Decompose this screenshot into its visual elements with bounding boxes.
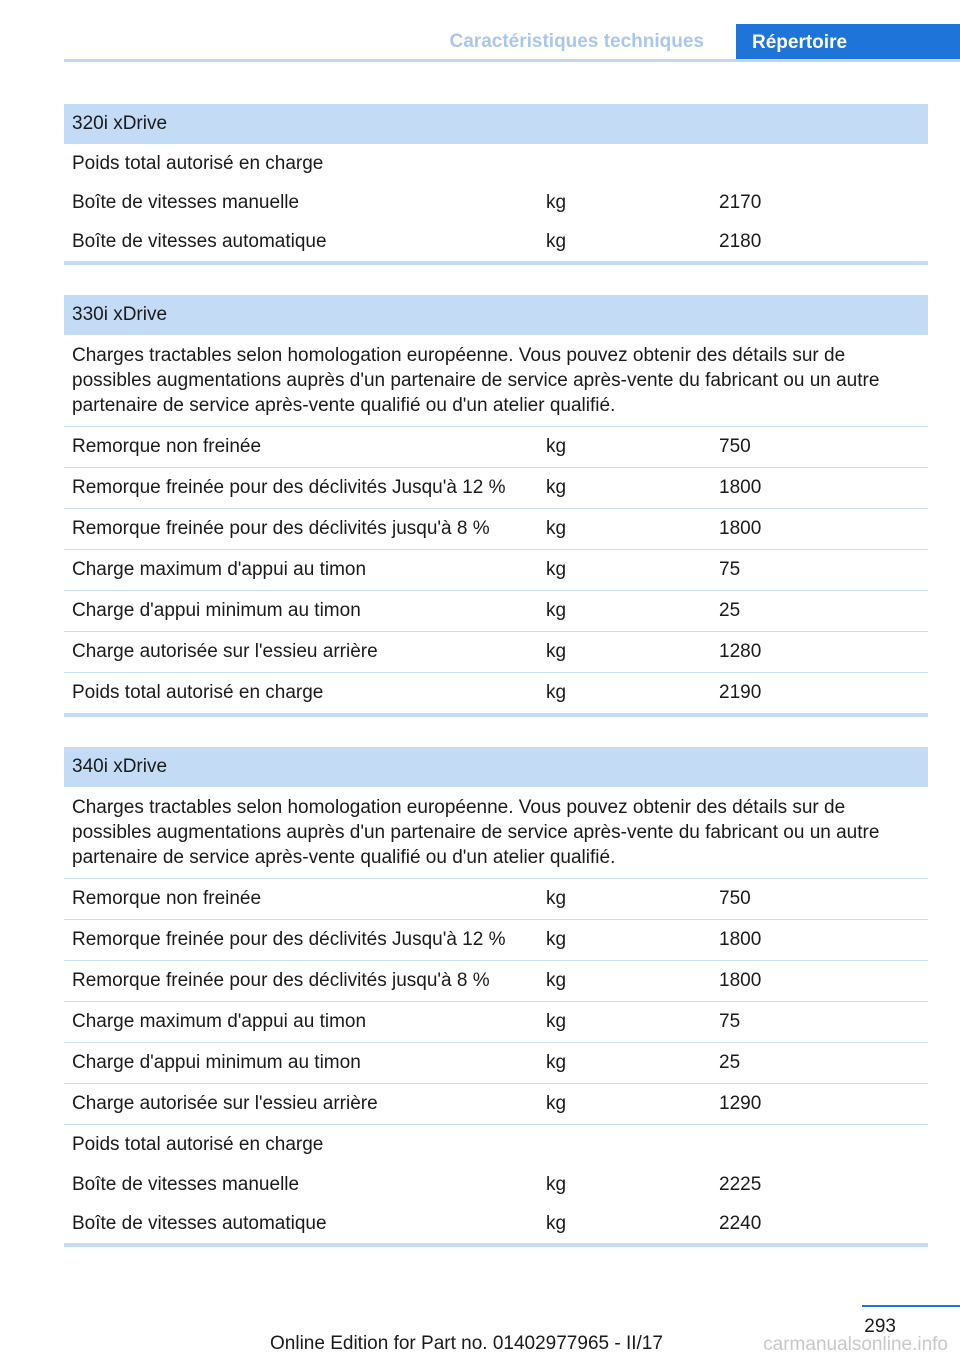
model-name: 320i xDrive xyxy=(64,104,928,144)
row-label: Remorque freinée pour des déclivités jusqu'à 8 % xyxy=(64,961,538,1002)
row-unit: kg xyxy=(538,468,711,509)
description-text: Charges tractables selon homologation européenne. Vous pouvez obtenir des détails sur de possibles augmentations auprès d'un partenaire de service après-vente du fabricant ou un autre partenaire de service après-vente qualifié ou d'un atelier qualifié. xyxy=(72,797,880,868)
row-unit: kg xyxy=(538,1043,711,1084)
page-header xyxy=(64,24,960,62)
table-row xyxy=(64,1204,928,1245)
edition-text: Online Edition for Part no. 01402977965 - II/17 xyxy=(270,1333,663,1354)
row-label: Charge d'appui minimum au timon xyxy=(64,1043,538,1084)
spec-table-340i xyxy=(64,747,928,1247)
row-unit: kg xyxy=(546,1173,567,1195)
row-unit: kg xyxy=(538,879,711,920)
row-unit: kg xyxy=(538,591,711,632)
row-label: Charge maximum d'appui au timon xyxy=(64,550,538,591)
row-unit: kg xyxy=(538,632,711,673)
row-label: Poids total autorisé en charge xyxy=(72,152,324,174)
row-unit: kg xyxy=(538,550,711,591)
row-unit: kg xyxy=(546,1212,567,1234)
row-value xyxy=(711,1125,928,1166)
table-row xyxy=(64,961,928,1002)
row-unit xyxy=(538,1125,711,1166)
model-header xyxy=(64,104,928,144)
model-name: 330i xDrive xyxy=(64,295,928,335)
row-label: Boîte de vitesses manuelle xyxy=(72,191,300,213)
row-unit: kg xyxy=(546,230,567,252)
row-label: Charge d'appui minimum au timon xyxy=(64,591,538,632)
table-row xyxy=(64,144,928,183)
table-end-rule xyxy=(64,1245,928,1247)
row-value: 2180 xyxy=(719,230,762,252)
row-unit xyxy=(538,144,711,183)
table-end-rule xyxy=(64,715,928,717)
table-row xyxy=(64,1002,928,1043)
row-value: 1800 xyxy=(711,509,928,550)
row-label: Remorque non freinée xyxy=(64,427,538,468)
row-label: Remorque freinée pour des déclivités jusqu'à 8 % xyxy=(64,509,538,550)
row-label: Remorque non freinée xyxy=(64,879,538,920)
model-name: 340i xDrive xyxy=(64,747,928,787)
row-label: Poids total autorisé en charge xyxy=(64,673,538,716)
row-value: 75 xyxy=(711,550,928,591)
row-unit: kg xyxy=(538,920,711,961)
model-header xyxy=(64,747,928,787)
row-unit: kg xyxy=(546,191,567,213)
row-unit: kg xyxy=(538,427,711,468)
row-value: 75 xyxy=(711,1002,928,1043)
row-value xyxy=(711,144,928,183)
row-value: 2225 xyxy=(719,1173,762,1195)
page-number: 293 xyxy=(864,1316,896,1337)
header-rule xyxy=(64,59,960,62)
row-value: 1800 xyxy=(711,468,928,509)
table-end-rule xyxy=(64,263,928,265)
row-value: 25 xyxy=(711,591,928,632)
table-row xyxy=(64,222,928,263)
description-row xyxy=(64,787,928,879)
row-value: 1800 xyxy=(711,961,928,1002)
description-text: Charges tractables selon homologation européenne. Vous pouvez obtenir des détails sur de possibles augmentations auprès d'un partenaire de service après-vente du fabricant ou un autre partenaire de service après-vente qualifié ou d'un atelier qualifié. xyxy=(72,345,880,416)
row-value: 2170 xyxy=(719,191,762,213)
spec-content xyxy=(64,104,928,1277)
model-header xyxy=(64,295,928,335)
row-value: 750 xyxy=(711,879,928,920)
row-value: 1290 xyxy=(711,1084,928,1125)
row-label: Charge autorisée sur l'essieu arrière xyxy=(64,632,538,673)
row-label: Charge maximum d'appui au timon xyxy=(64,1002,538,1043)
tab-repertoire[interactable]: Répertoire xyxy=(736,24,960,62)
watermark-logo: carmanualsonline.info xyxy=(763,1334,948,1355)
row-value: 1280 xyxy=(711,632,928,673)
spec-table-320i xyxy=(64,104,928,265)
table-row xyxy=(64,1043,928,1084)
row-unit: kg xyxy=(538,1002,711,1043)
table-row xyxy=(64,509,928,550)
table-row xyxy=(64,427,928,468)
row-label: Charge autorisée sur l'essieu arrière xyxy=(64,1084,538,1125)
table-row xyxy=(64,468,928,509)
table-row xyxy=(64,1165,928,1204)
row-label: Remorque freinée pour des déclivités Jusqu'à 12 % xyxy=(64,468,538,509)
table-row xyxy=(64,920,928,961)
table-row xyxy=(64,591,928,632)
row-label: Poids total autorisé en charge xyxy=(64,1125,538,1166)
footer-rule xyxy=(862,1305,960,1307)
row-value: 2240 xyxy=(719,1212,762,1234)
table-row xyxy=(64,550,928,591)
row-value: 25 xyxy=(711,1043,928,1084)
row-label: Boîte de vitesses automatique xyxy=(72,230,327,252)
table-row xyxy=(64,673,928,716)
description-row xyxy=(64,335,928,427)
table-row xyxy=(64,1125,928,1166)
tab-caracteristiques-techniques[interactable]: Caractéristiques techniques xyxy=(449,31,704,52)
row-unit: kg xyxy=(538,961,711,1002)
row-unit: kg xyxy=(538,509,711,550)
row-value: 1800 xyxy=(711,920,928,961)
row-unit: kg xyxy=(538,1084,711,1125)
row-label: Boîte de vitesses manuelle xyxy=(72,1173,300,1195)
table-row xyxy=(64,1084,928,1125)
row-label: Remorque freinée pour des déclivités Jusqu'à 12 % xyxy=(64,920,538,961)
row-unit: kg xyxy=(538,673,711,716)
row-label: Boîte de vitesses automatique xyxy=(72,1212,327,1234)
row-value: 2190 xyxy=(711,673,928,716)
spec-table-330i xyxy=(64,295,928,717)
table-row xyxy=(64,879,928,920)
row-value: 750 xyxy=(711,427,928,468)
table-row xyxy=(64,183,928,222)
table-row xyxy=(64,632,928,673)
